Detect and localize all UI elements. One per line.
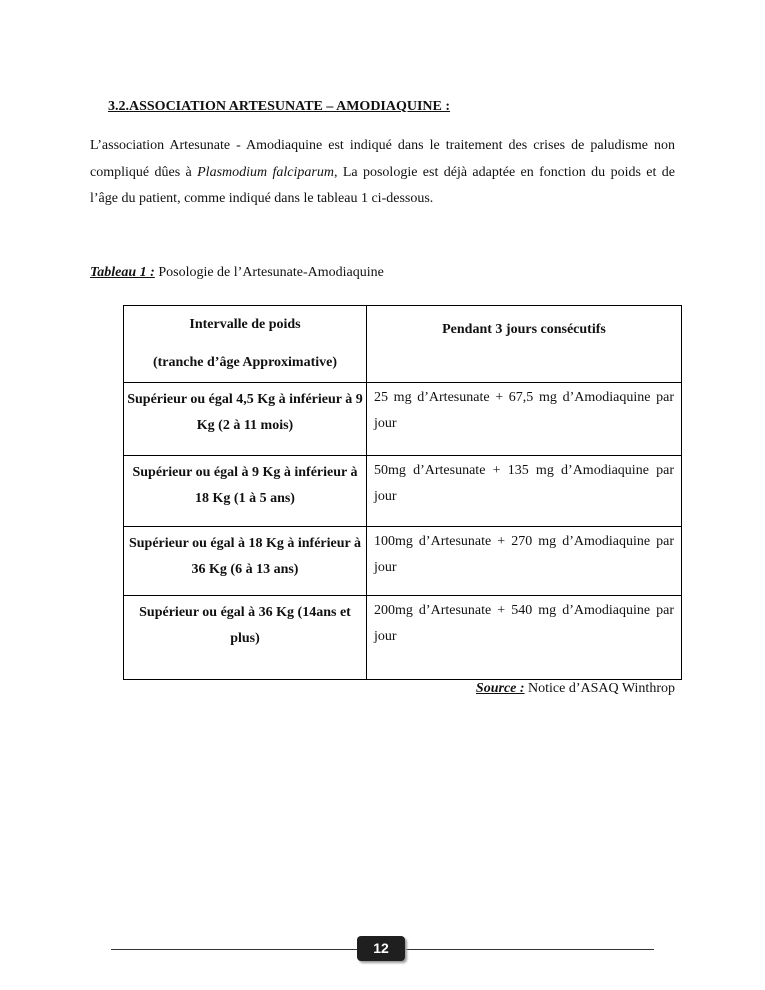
footer-rule-right [405,949,654,950]
header-weight-line2: (tranche d’âge Approximative) [152,355,338,370]
source-text: Notice d’ASAQ Winthrop [524,681,675,696]
weight-cell: Supérieur ou égal à 36 Kg (14ans et plus) [124,596,367,680]
weight-cell: Supérieur ou égal à 9 Kg à inférieur à 18 Kg (1 à 5 ans) [124,456,367,527]
table-row [124,456,682,527]
table-row [124,383,682,456]
page-number: 12 [357,936,405,961]
table-source [476,681,675,697]
table-caption-label: Tableau 1 : [90,265,155,280]
paragraph-part2: , La posologie est déjà adaptée en fonction du poids et de l’âge du patient, comme indiqué dans le tableau 1 ci-dessous. [90,164,675,206]
paragraph-part1: L’association Artesunate - Amodiaquine est indiqué dans le traitement des crises de paludisme non compliqué dûes à [90,138,675,180]
source-label: Source : [475,681,525,696]
header-duration: Pendant 3 jours consécutifs [367,306,682,383]
dose-cell: 50mg d’Artesunate + 135 mg d’Amodiaquine par jour [367,456,682,527]
header-weight-line1: Intervalle de poids [189,317,301,332]
dose-cell: 25 mg d’Artesunate + 67,5 mg d’Amodiaquine par jour [367,383,682,456]
table-header-row [124,306,682,383]
weight-cell: Supérieur ou égal 4,5 Kg à inférieur à 9 Kg (2 à 11 mois) [124,383,367,456]
paragraph-species: Plasmodium falciparum [197,164,334,180]
dose-cell: 200mg d’Artesunate + 540 mg d’Amodiaquine par jour [367,596,682,680]
table-row [124,596,682,680]
dose-cell: 100mg d’Artesunate + 270 mg d’Amodiaquine par jour [367,527,682,596]
table-row [124,527,682,596]
footer-rule-left [111,949,357,950]
section-heading: 3.2.ASSOCIATION ARTESUNATE – AMODIAQUINE : [108,99,451,114]
header-weight-range [124,306,367,383]
dosage-table [123,305,682,680]
table-caption [90,265,384,281]
weight-cell: Supérieur ou égal à 18 Kg à inférieur à 36 Kg (6 à 13 ans) [124,527,367,596]
table-caption-text: Posologie de l’Artesunate-Amodiaquine [154,265,384,280]
intro-paragraph [90,133,675,213]
